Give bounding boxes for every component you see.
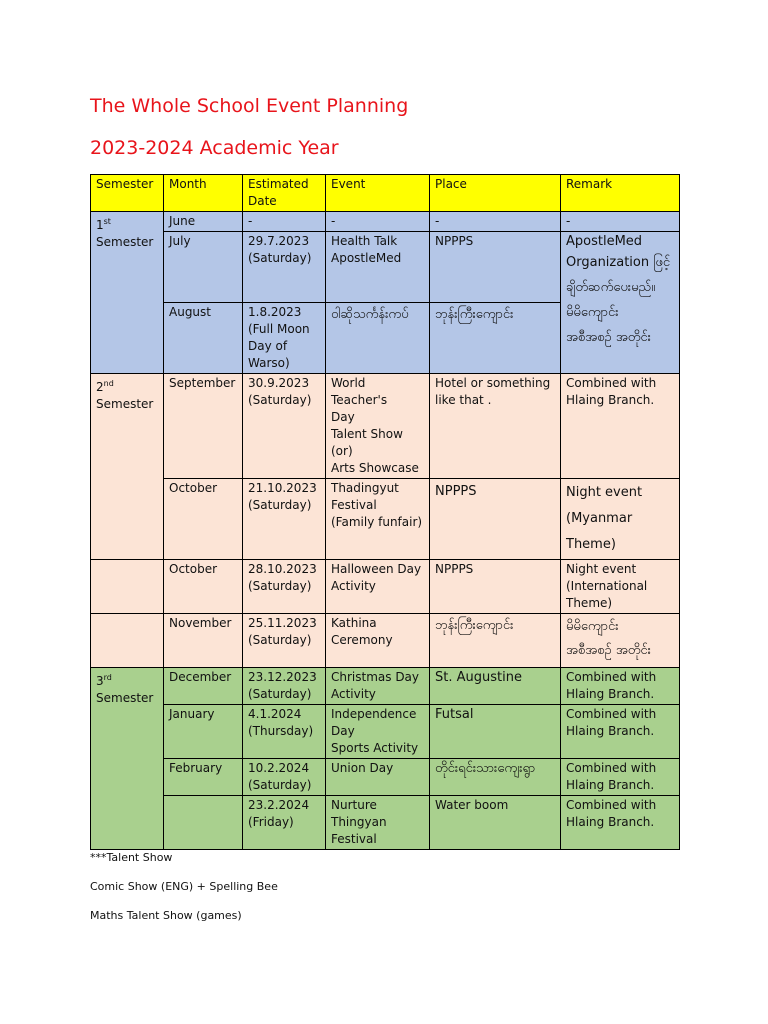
column-header-semester: Semester [91, 175, 164, 212]
date-cell: 28.10.2023 (Saturday) [243, 560, 326, 614]
semester-2-cell: 2nd Semester [91, 374, 164, 560]
table-row [91, 212, 680, 232]
note-comic-show: Comic Show (ENG) + Spelling Bee [90, 880, 278, 893]
remark-cell: Night event (International Theme) [561, 560, 680, 614]
date-cell: 29.7.2023 (Saturday) [243, 232, 326, 303]
event-cell: ဝါဆိုသင်္ကန်းကပ် [326, 303, 430, 374]
table-row [91, 668, 680, 705]
semester-cell-empty [91, 560, 164, 614]
date-cell: 1.8.2023 (Full Moon Day of Warso) [243, 303, 326, 374]
semester-cell-empty [91, 614, 164, 668]
remark-cell: Combined with Hlaing Branch. [561, 374, 680, 479]
column-header-remark: Remark [561, 175, 680, 212]
remark-cell: Combined with Hlaing Branch. [561, 668, 680, 705]
event-cell: Health Talk ApostleMed [326, 232, 430, 303]
date-cell: 10.2.2024 (Saturday) [243, 759, 326, 796]
month-cell: November [164, 614, 243, 668]
month-cell: February [164, 759, 243, 796]
table-row [91, 705, 680, 759]
table-row [91, 479, 680, 560]
month-cell: August [164, 303, 243, 374]
month-cell: January [164, 705, 243, 759]
semester-1-cell: 1st Semester [91, 212, 164, 374]
remark-cell: မိမိကျောင်း အစီအစဉ် အတိုင်း [561, 614, 680, 668]
date-cell: 25.11.2023 (Saturday) [243, 614, 326, 668]
column-header-month: Month [164, 175, 243, 212]
date-cell: 21.10.2023 (Saturday) [243, 479, 326, 560]
place-cell: ဘုန်းကြီးကျောင်း [430, 303, 561, 374]
event-cell: Union Day [326, 759, 430, 796]
place-cell: Water boom [430, 796, 561, 850]
place-cell: NPPPS [430, 479, 561, 560]
remark-cell: Combined with Hlaing Branch. [561, 759, 680, 796]
table-row [91, 232, 680, 303]
month-cell [164, 796, 243, 850]
column-header-estimated-date: Estimated Date [243, 175, 326, 212]
event-cell: Independence Day Sports Activity [326, 705, 430, 759]
column-header-place: Place [430, 175, 561, 212]
date-cell: - [243, 212, 326, 232]
remark-cell: Combined with Hlaing Branch. [561, 705, 680, 759]
table-row [91, 759, 680, 796]
place-cell: NPPPS [430, 560, 561, 614]
page-subtitle: 2023-2024 Academic Year [90, 137, 339, 159]
semester-3-cell: 3rd Semester [91, 668, 164, 850]
place-cell: NPPPS [430, 232, 561, 303]
remark-cell: Combined with Hlaing Branch. [561, 796, 680, 850]
date-cell: 30.9.2023 (Saturday) [243, 374, 326, 479]
event-cell: Halloween Day Activity [326, 560, 430, 614]
table-row [91, 374, 680, 479]
month-cell: October [164, 479, 243, 560]
note-maths-talent-show: Maths Talent Show (games) [90, 909, 242, 922]
month-cell: September [164, 374, 243, 479]
event-cell: Kathina Ceremony [326, 614, 430, 668]
event-cell: - [326, 212, 430, 232]
table-header-row [91, 175, 680, 212]
event-cell: Christmas Day Activity [326, 668, 430, 705]
date-cell: 23.12.2023 (Saturday) [243, 668, 326, 705]
event-planning-table [90, 174, 680, 850]
place-cell: Futsal [430, 705, 561, 759]
table-row [91, 560, 680, 614]
place-cell: တိုင်းရင်းသားကျေးရွာ [430, 759, 561, 796]
event-cell: Thadingyut Festival (Family funfair) [326, 479, 430, 560]
month-cell: December [164, 668, 243, 705]
remark-cell: ApostleMed Organization ဖြင့် ချိတ်ဆက်ပေးမည်။ မိမိကျောင်း အစီအစဉ် အတိုင်း [561, 232, 680, 374]
month-cell: July [164, 232, 243, 303]
date-cell: 4.1.2024 (Thursday) [243, 705, 326, 759]
date-cell: 23.2.2024 (Friday) [243, 796, 326, 850]
note-talent-show: ***Talent Show [90, 851, 173, 864]
event-cell: World Teacher's Day Talent Show (or) Arts Showcase [326, 374, 430, 479]
table-row [91, 796, 680, 850]
month-cell: October [164, 560, 243, 614]
page-title: The Whole School Event Planning [90, 95, 409, 117]
remark-cell: - [561, 212, 680, 232]
place-cell: - [430, 212, 561, 232]
remark-cell: Night event (Myanmar Theme) [561, 479, 680, 560]
table-row [91, 614, 680, 668]
place-cell: Hotel or something like that . [430, 374, 561, 479]
place-cell: St. Augustine [430, 668, 561, 705]
month-cell: June [164, 212, 243, 232]
column-header-event: Event [326, 175, 430, 212]
place-cell: ဘုန်းကြီးကျောင်း [430, 614, 561, 668]
event-cell: Nurture Thingyan Festival [326, 796, 430, 850]
